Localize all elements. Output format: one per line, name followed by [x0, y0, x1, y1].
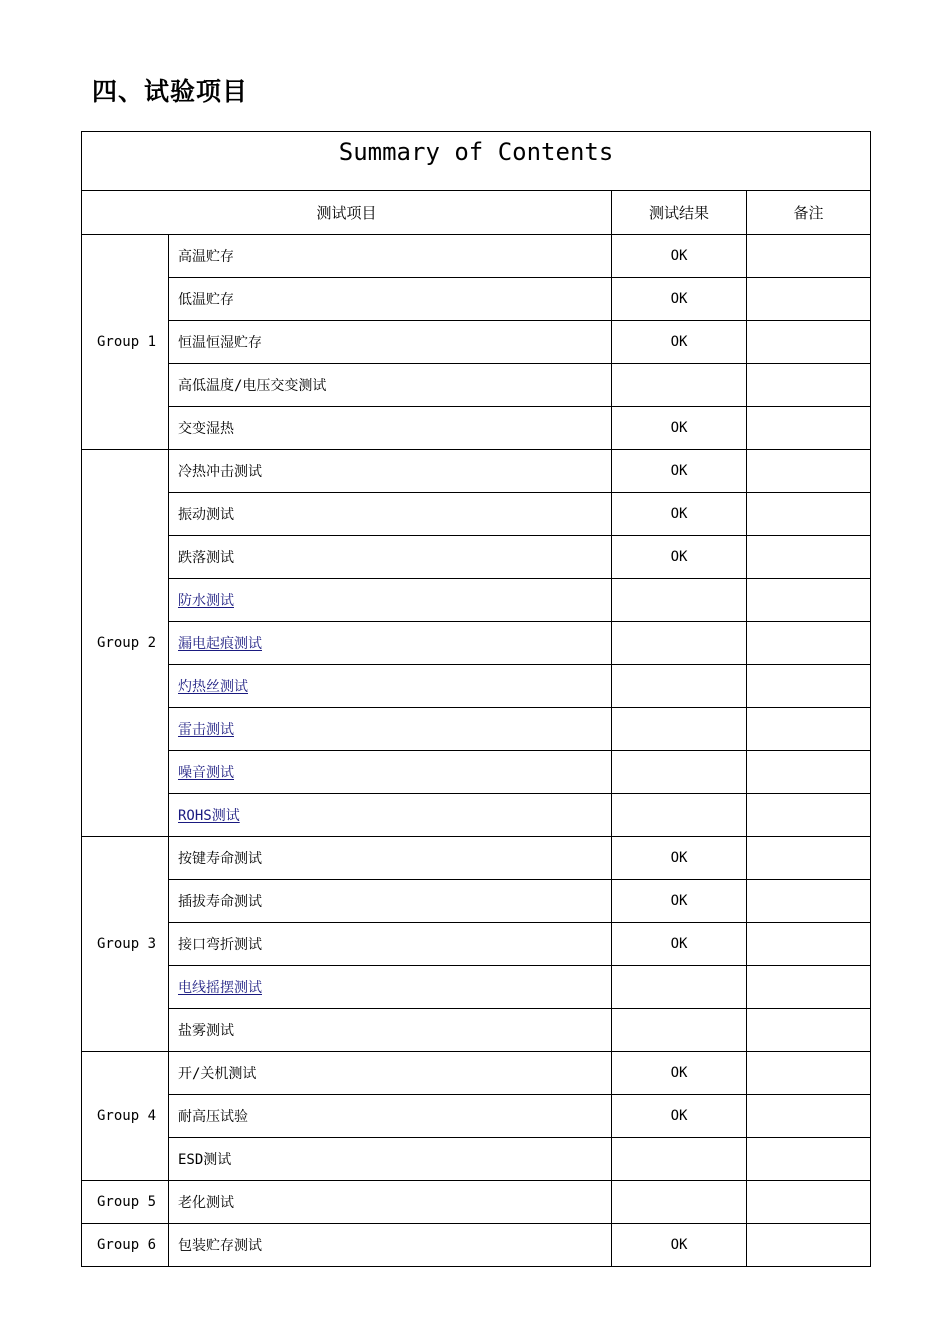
- test-result: [612, 966, 747, 1009]
- table-row: [82, 1181, 871, 1224]
- test-remark: [747, 278, 871, 321]
- table-row: [82, 966, 871, 1009]
- test-result: OK: [612, 837, 747, 880]
- test-result: OK: [612, 1095, 747, 1138]
- test-item-name: 老化测试: [169, 1181, 612, 1224]
- section-heading: 四、试验项目: [92, 77, 249, 106]
- test-item-link[interactable]: 漏电起痕测试: [169, 622, 612, 665]
- test-remark: [747, 622, 871, 665]
- test-item-name: 开/关机测试: [169, 1052, 612, 1095]
- test-item-name: 盐雾测试: [169, 1009, 612, 1052]
- test-item-link[interactable]: 防水测试: [169, 579, 612, 622]
- test-result: OK: [612, 536, 747, 579]
- table-row: [82, 622, 871, 665]
- test-result: OK: [612, 450, 747, 493]
- test-item-name: 振动测试: [169, 493, 612, 536]
- group-label: Group 3: [82, 837, 169, 1052]
- header-result: 测试结果: [612, 191, 747, 235]
- test-item-name: 高温贮存: [169, 235, 612, 278]
- test-remark: [747, 1009, 871, 1052]
- table-row: [82, 407, 871, 450]
- table-row: [82, 321, 871, 364]
- group-label: Group 6: [82, 1224, 169, 1267]
- test-item-name: 接口弯折测试: [169, 923, 612, 966]
- table-row: [82, 794, 871, 837]
- table-row: [82, 923, 871, 966]
- test-result: OK: [612, 407, 747, 450]
- test-remark: [747, 364, 871, 407]
- test-item-link[interactable]: 电线摇摆测试: [169, 966, 612, 1009]
- test-remark: [747, 579, 871, 622]
- table-row: [82, 235, 871, 278]
- test-remark: [747, 794, 871, 837]
- test-remark: [747, 1095, 871, 1138]
- test-remark: [747, 407, 871, 450]
- test-result: [612, 579, 747, 622]
- table-row: [82, 1052, 871, 1095]
- summary-table: [81, 131, 871, 1267]
- test-result: [612, 665, 747, 708]
- test-result: OK: [612, 235, 747, 278]
- group-label: Group 1: [82, 235, 169, 450]
- table-row: [82, 579, 871, 622]
- table-row: [82, 450, 871, 493]
- test-result: [612, 622, 747, 665]
- test-remark: [747, 966, 871, 1009]
- test-result: OK: [612, 321, 747, 364]
- test-item-name: 按键寿命测试: [169, 837, 612, 880]
- test-item-link[interactable]: ROHS测试: [169, 794, 612, 837]
- test-remark: [747, 1181, 871, 1224]
- test-remark: [747, 880, 871, 923]
- test-remark: [747, 235, 871, 278]
- test-remark: [747, 1052, 871, 1095]
- test-item-name: 冷热冲击测试: [169, 450, 612, 493]
- test-item-link[interactable]: 灼热丝测试: [169, 665, 612, 708]
- header-row: [82, 191, 871, 235]
- test-result: [612, 794, 747, 837]
- test-result: [612, 1138, 747, 1181]
- test-item-name: ESD测试: [169, 1138, 612, 1181]
- test-result: [612, 751, 747, 794]
- test-result: OK: [612, 278, 747, 321]
- group-label: Group 2: [82, 450, 169, 837]
- test-result: OK: [612, 923, 747, 966]
- table-row: [82, 708, 871, 751]
- test-remark: [747, 493, 871, 536]
- test-item-name: 跌落测试: [169, 536, 612, 579]
- test-remark: [747, 665, 871, 708]
- test-result: [612, 708, 747, 751]
- test-remark: [747, 837, 871, 880]
- table-row: [82, 665, 871, 708]
- test-item-name: 恒温恒湿贮存: [169, 321, 612, 364]
- header-remark: 备注: [747, 191, 871, 235]
- test-item-name: 低温贮存: [169, 278, 612, 321]
- test-remark: [747, 1138, 871, 1181]
- group-label: Group 4: [82, 1052, 169, 1181]
- table-row: [82, 493, 871, 536]
- table-row: [82, 837, 871, 880]
- table-row: [82, 880, 871, 923]
- test-result: OK: [612, 1224, 747, 1267]
- test-remark: [747, 751, 871, 794]
- table-row: [82, 751, 871, 794]
- test-item-name: 耐高压试验: [169, 1095, 612, 1138]
- group-label: Group 5: [82, 1181, 169, 1224]
- header-item: 测试项目: [82, 191, 612, 235]
- test-item-name: 高低温度/电压交变测试: [169, 364, 612, 407]
- table-row: [82, 536, 871, 579]
- table-row: [82, 1095, 871, 1138]
- test-item-name: 包装贮存测试: [169, 1224, 612, 1267]
- test-result: [612, 1181, 747, 1224]
- test-result: OK: [612, 1052, 747, 1095]
- table-row: [82, 1224, 871, 1267]
- test-remark: [747, 536, 871, 579]
- table-row: [82, 1009, 871, 1052]
- test-item-name: 插拔寿命测试: [169, 880, 612, 923]
- table-row: [82, 278, 871, 321]
- table-row: [82, 1138, 871, 1181]
- test-remark: [747, 321, 871, 364]
- test-item-link[interactable]: 噪音测试: [169, 751, 612, 794]
- test-item-link[interactable]: 雷击测试: [169, 708, 612, 751]
- title-row: [82, 132, 871, 191]
- test-item-name: 交变湿热: [169, 407, 612, 450]
- test-result: OK: [612, 493, 747, 536]
- test-remark: [747, 450, 871, 493]
- table-title: Summary of Contents: [82, 132, 871, 191]
- table-row: [82, 364, 871, 407]
- test-result: [612, 364, 747, 407]
- test-remark: [747, 923, 871, 966]
- test-result: [612, 1009, 747, 1052]
- test-result: OK: [612, 880, 747, 923]
- test-remark: [747, 708, 871, 751]
- test-remark: [747, 1224, 871, 1267]
